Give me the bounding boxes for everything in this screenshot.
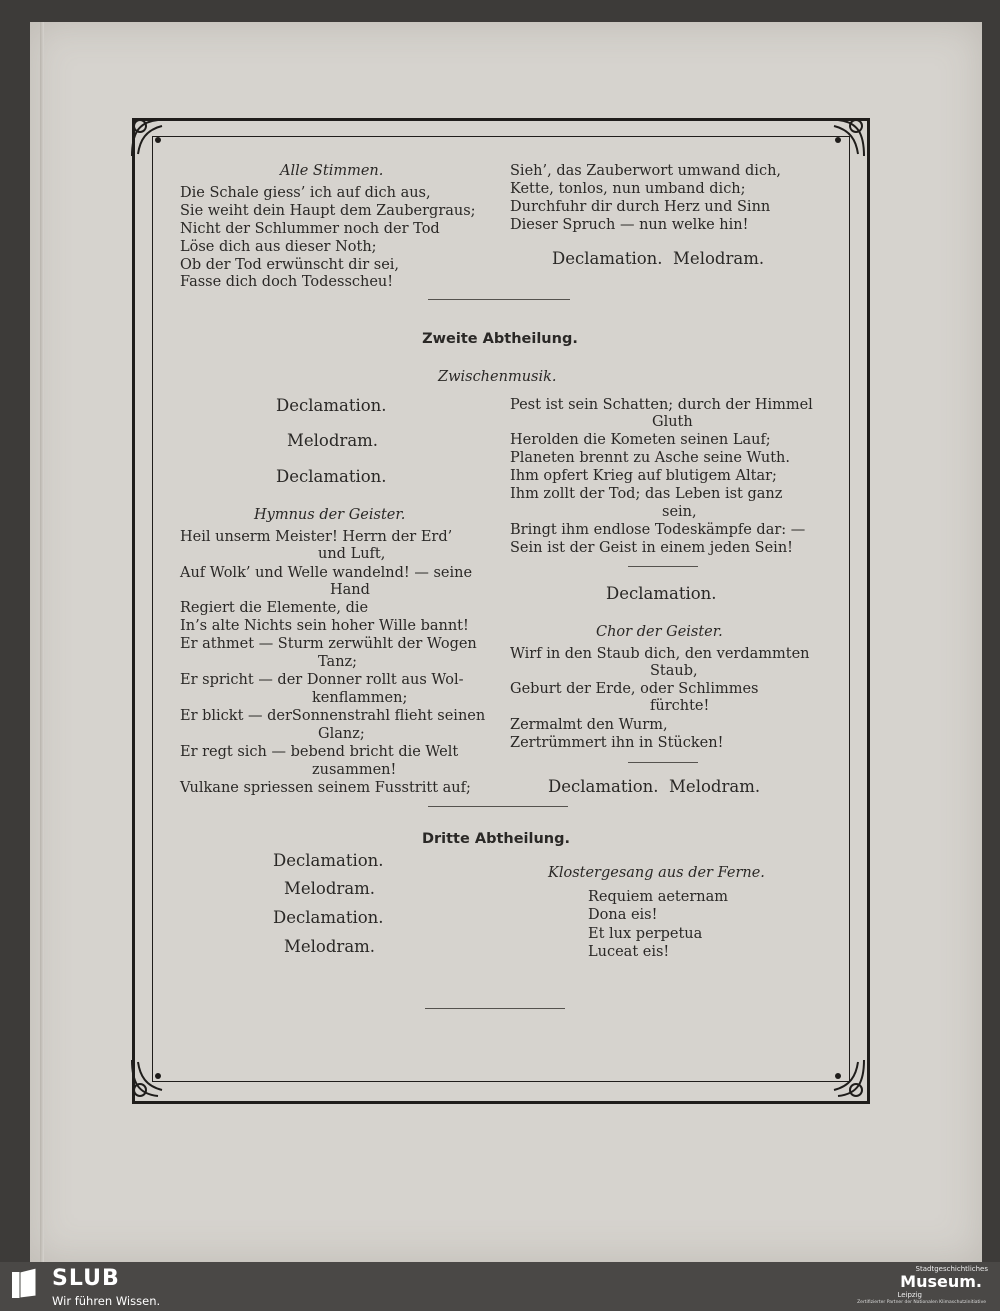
poem-line: Bringt ihm endlose Todeskämpfe dar: — (510, 522, 806, 538)
zwischenmusik-subtitle: Zwischenmusik. (438, 369, 557, 385)
program-item: Declamation. (273, 908, 384, 927)
corner-ornament-bottom-right (822, 1056, 868, 1102)
poem-line: Dona eis! (588, 907, 658, 923)
poem-line: Requiem aeternam (588, 889, 728, 905)
poem-line: Heil unserm Meister! Herrn der Erd’ (180, 529, 453, 545)
chor-heading: Chor der Geister. (596, 624, 723, 640)
poem-line: Sein ist der Geist in einem jeden Sein! (510, 540, 793, 556)
museum-top-label: Stadtgeschichtliches (915, 1265, 988, 1273)
museum-name[interactable]: Museum. (900, 1272, 982, 1291)
poem-line: Regiert die Elemente, die (180, 600, 369, 616)
alle-stimmen-heading: Alle Stimmen. (280, 163, 384, 179)
zweite-abtheilung-title: Zweite Abtheilung. (422, 331, 578, 347)
poem-line: Geburt der Erde, oder Schlimmes (510, 681, 759, 697)
poem-line: Er spricht — der Donner rollt aus Wol- (180, 672, 464, 688)
poem-line: Kette, tonlos, nun umband dich; (510, 181, 746, 197)
hymnus-heading: Hymnus der Geister. (254, 507, 406, 523)
poem-line: Löse dich aus dieser Noth; (180, 239, 377, 255)
page-fold (40, 22, 44, 1262)
poem-line: Durchfuhr dir durch Herz und Sinn (510, 199, 771, 215)
section-divider (425, 1008, 565, 1009)
poem-line: Luceat eis! (588, 944, 670, 960)
poem-line: In’s alte Nichts sein hoher Wille bannt! (180, 618, 469, 634)
program-item: Declamation. (606, 584, 717, 603)
poem-line: Er regt sich — bebend bricht die Welt (180, 744, 459, 760)
corner-ornament-top-left (128, 114, 174, 160)
poem-line: Ob der Tod erwünscht dir sei, (180, 257, 400, 273)
poem-line: Pest ist sein Schatten; durch der Himmel (510, 397, 813, 413)
dritte-abtheilung-title: Dritte Abtheilung. (421, 831, 571, 847)
corner-ornament-top-right (822, 114, 868, 160)
museum-city: Leipzig (897, 1291, 922, 1299)
program-note: Declamation. Melodram. (552, 249, 765, 268)
poem-line: Auf Wolk’ und Welle wandelnd! — seine (180, 565, 473, 581)
poem-line: Die Schale giess’ ich auf dich aus, (180, 185, 431, 201)
section-divider (628, 566, 698, 567)
program-item: Melodram. (287, 431, 379, 450)
poem-line: Dieser Spruch — nun welke hin! (510, 217, 749, 233)
poem-line: Tanz; (318, 654, 358, 670)
slub-name[interactable]: SLUB (52, 1266, 120, 1291)
section-divider (428, 299, 570, 300)
section-divider (428, 806, 568, 807)
poem-line: Ihm opfert Krieg auf blutigem Altar; (510, 468, 777, 484)
program-note: Declamation. Melodram. (548, 777, 761, 796)
poem-line: Fasse dich doch Todesscheu! (180, 274, 394, 290)
poem-line: Nicht der Schlummer noch der Tod (180, 221, 440, 237)
poem-line: und Luft, (318, 546, 386, 562)
poem-line: fürchte! (650, 698, 710, 714)
program-item: Melodram. (284, 879, 376, 898)
poem-line: Planeten brennt zu Asche seine Wuth. (510, 450, 790, 466)
program-item: Melodram. (284, 937, 376, 956)
poem-line: Zertrümmert ihn in Stücken! (510, 735, 724, 751)
poem-line: Et lux perpetua (588, 926, 703, 942)
poem-line: Sieh’, das Zauberwort umwand dich, (510, 163, 782, 179)
poem-line: Zermalmt den Wurm, (510, 717, 668, 733)
poem-line: sein, (662, 504, 697, 520)
poem-line: Ihm zollt der Tod; das Leben ist ganz (510, 486, 783, 502)
program-item: Declamation. (276, 396, 387, 415)
poem-line: Hand (330, 582, 370, 598)
poem-line: zusammen! (312, 762, 397, 778)
corner-ornament-bottom-left (128, 1056, 174, 1102)
poem-line: Sie weiht dein Haupt dem Zaubergraus; (180, 203, 476, 219)
program-item: Declamation. (273, 851, 384, 870)
poem-line: Er athmet — Sturm zerwühlt der Wogen (180, 636, 477, 652)
poem-line: Er blickt — derSonnenstrahl flieht seinen (180, 708, 486, 724)
poem-line: Herolden die Kometen seinen Lauf; (510, 432, 771, 448)
poem-line: kenflammen; (312, 690, 408, 706)
section-divider (628, 762, 698, 763)
poem-line: Vulkane spriessen seinem Fusstritt auf; (180, 780, 471, 796)
poem-line: Staub, (650, 663, 698, 679)
slub-logo-icon[interactable] (12, 1268, 38, 1300)
program-item: Declamation. (276, 467, 387, 486)
poem-line: Gluth (652, 414, 693, 430)
museum-partner-note: Zertifizierter Partner der Nationalen Klimaschutzinitiative (857, 1300, 986, 1305)
slub-tagline: Wir führen Wissen. (52, 1294, 161, 1308)
klostergesang-heading: Klostergesang aus der Ferne. (548, 865, 765, 881)
poem-line: Wirf in den Staub dich, den verdammten (510, 646, 810, 662)
poem-line: Glanz; (318, 726, 365, 742)
footer-bar (0, 1262, 1000, 1311)
